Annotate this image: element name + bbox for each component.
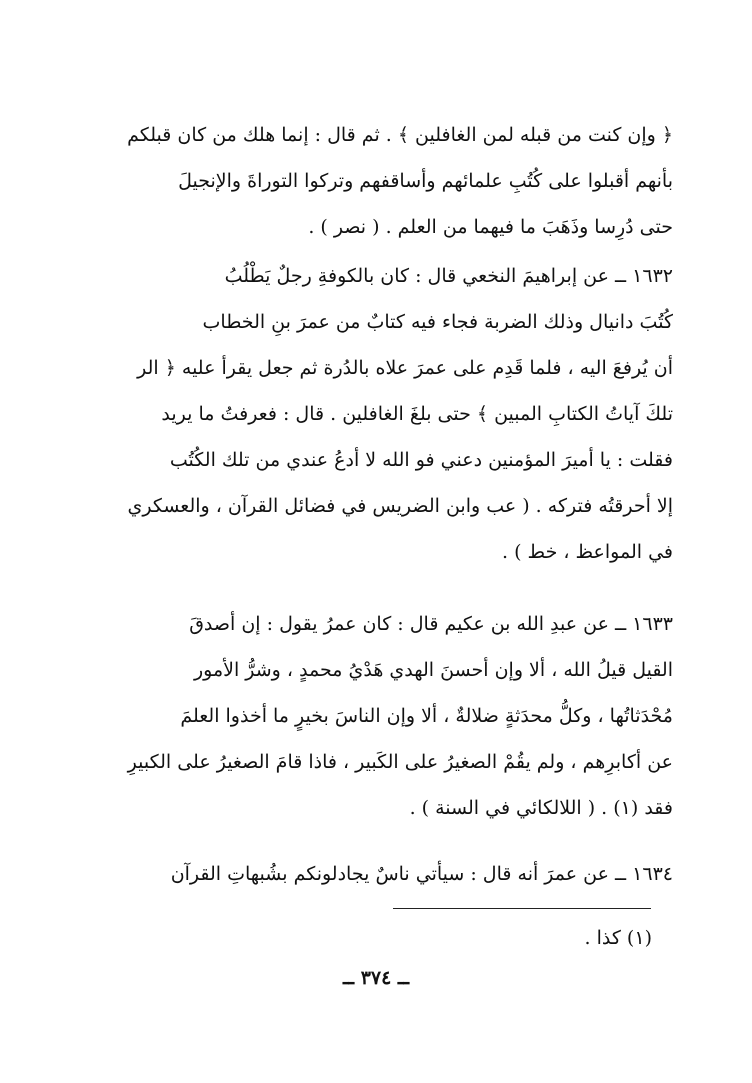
text-line: مُحْدَثاتُها ، وكلُّ محدَثةٍ ضلالةٌ ، ألا وإن الناسَ بخيرٍ ما أخذوا العلمَ xyxy=(180,705,673,727)
paragraph-1633 xyxy=(95,601,673,831)
text-line: عن أكابرِهم ، ولم يقُمْ الصغيرُ على الكَبير ، فاذا قامَ الصغيرُ على الكبيرِ xyxy=(127,751,673,773)
text-line: القيل قيلُ الله ، ألا وإن أحسنَ الهدي هَدْيُ محمدٍ ، وشرُّ الأمور xyxy=(193,659,673,681)
text-line: كُتُبَ دانيال وذلك الضربة فجاء فيه كتابٌ من عمرَ بنِ الخطاب xyxy=(202,311,673,333)
text-line: فقلت : يا أميرَ المؤمنين دعني فو الله لا أدعُ عندي من تلك الكُتُب xyxy=(169,449,673,471)
text-line: فقد (١) . ( اللالكائي في السنة ) . xyxy=(409,797,673,819)
text-line: حتى دُرِسا وذَهَبَ ما فيهما من العلم . ( نصر ) . xyxy=(308,216,673,238)
paragraph-continuation xyxy=(95,112,673,250)
paragraph-1632 xyxy=(95,253,673,575)
footnote-divider xyxy=(393,908,651,909)
text-line: إلا أحرقتُه فتركه . ( عب وابن الضريس في فضائل القرآن ، والعسكري xyxy=(127,495,673,517)
page-number: ــ ٣٧٤ ــ xyxy=(342,967,410,989)
text-line: ١٦٣٣ ــ عن عبدِ الله بن عكيم قال : كان عمرُ يقول : إن أصدقَ xyxy=(189,613,673,635)
text-line: ١٦٣٤ ــ عن عمرَ أنه قال : سيأتي ناسٌ يجادلونكم بشُبهاتِ القرآن xyxy=(170,863,673,885)
text-line: بأنهم أقبلوا على كُتُبِ علمائهم وأساقفهم وتركوا التوراةَ والإنجيلَ xyxy=(178,170,673,192)
footnote: (١) كذا . xyxy=(584,927,652,949)
paragraph-1634 xyxy=(95,851,673,897)
text-line: أن يُرفعَ اليه ، فلما قَدِم على عمرَ علاه بالدُرة ثم جعل يقرأ عليه ﴿ الر xyxy=(137,357,673,379)
text-line: في المواعظ ، خط ) . xyxy=(502,541,673,563)
text-line: ١٦٣٢ ــ عن إبراهيمَ النخعي قال : كان بالكوفةِ رجلٌ يَطْلُبُ xyxy=(224,265,673,287)
text-line: ﴿ وإن كنت من قبله لمن الغافلين ﴾ . ثم قال : إنما هلك من كان قبلكم xyxy=(127,124,673,146)
text-line: تلكَ آياتُ الكتابِ المبين ﴾ حتى بلغَ الغافلين . قال : فعرفتُ ما يريد xyxy=(161,403,673,425)
